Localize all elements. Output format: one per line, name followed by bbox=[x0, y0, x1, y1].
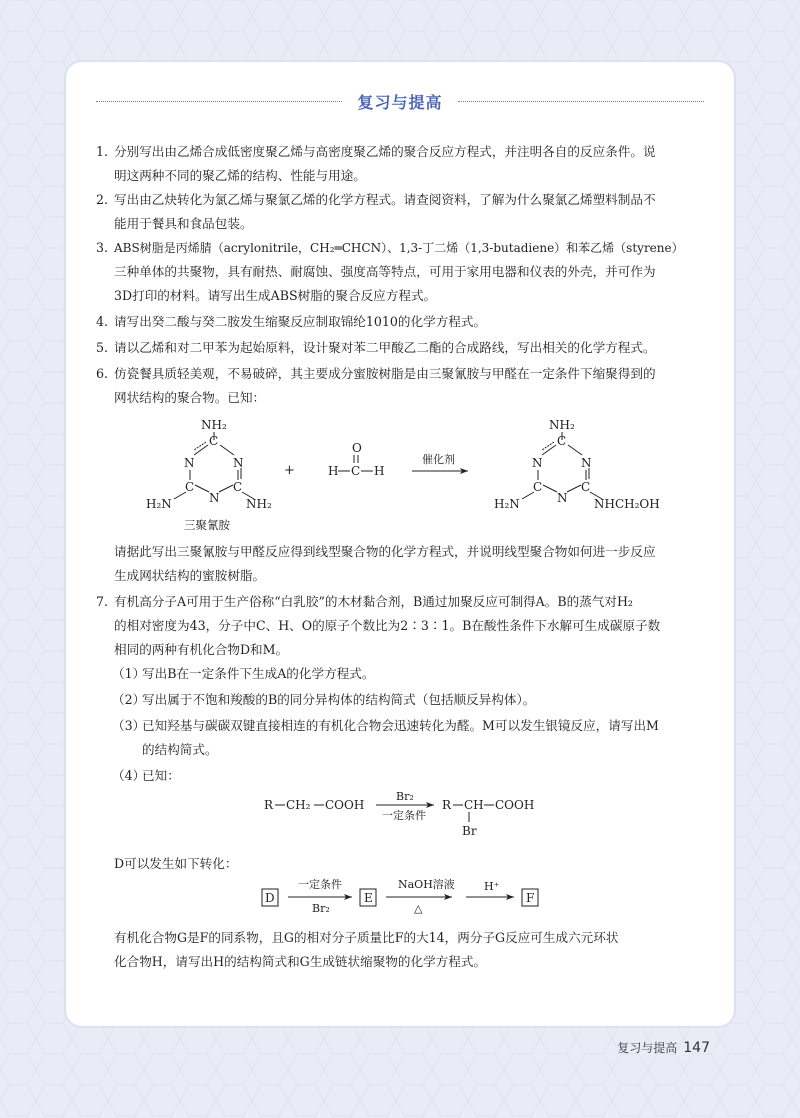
page-number: 147 bbox=[683, 1040, 710, 1056]
methine-group: CH bbox=[464, 798, 484, 812]
carboxyl-group: COOH bbox=[495, 798, 535, 812]
catalyst-label: 催化剂 bbox=[422, 453, 455, 466]
amine-group-top: NH₂ bbox=[201, 418, 227, 432]
ring-carbon: C bbox=[185, 480, 195, 494]
question-text: 能用于餐具和食品包装。 bbox=[114, 216, 253, 231]
ring-carbon: C bbox=[557, 434, 567, 448]
ring-nitrogen: N bbox=[532, 456, 543, 470]
question-text: 分别写出由乙烯合成低密度聚乙烯与高密度聚乙烯的聚合反应方程式，并注明各自的反应条件。说 bbox=[114, 144, 656, 159]
amine-group-top: NH₂ bbox=[549, 418, 575, 432]
compound-f: F bbox=[526, 891, 535, 905]
question-number: 3. bbox=[96, 240, 109, 255]
ring-carbon: C bbox=[233, 480, 243, 494]
bromination-scheme bbox=[96, 788, 708, 842]
question-text: 化合物H，请写出H的结构简式和G生成链状缩聚物的化学方程式。 bbox=[114, 954, 487, 969]
formaldehyde-h: H bbox=[328, 464, 339, 478]
r-group: R bbox=[264, 798, 274, 812]
methylene-group: CH₂ bbox=[286, 798, 311, 812]
carboxyl-group: COOH bbox=[325, 798, 365, 812]
reagent-label: NaOH溶液 bbox=[398, 878, 455, 891]
question-text: 有机高分子A可用于生产俗称“白乳胶”的木材黏合剂，B通过加聚反应可制得A。B的蒸气对H₂ bbox=[114, 594, 633, 609]
question-text: 请以乙烯和对二甲苯为起始原料，设计聚对苯二甲酸乙二酯的合成路线，写出相关的化学方程式。 bbox=[114, 340, 656, 355]
condition-label: 一定条件 bbox=[298, 878, 342, 891]
hydroxymethylamino-group: NHCH₂OH bbox=[594, 497, 660, 511]
question-text: 3D打印的材料。请写出生成ABS树脂的聚合反应方程式。 bbox=[114, 288, 437, 303]
melamine-reaction-scheme bbox=[96, 412, 708, 538]
sub-question-text: 已知羟基与碳碳双键直接相连的有机化合物会迅速转化为醛。M可以发生银镜反应，请写出M bbox=[142, 718, 659, 733]
amine-group-left: H₂N bbox=[494, 497, 520, 511]
question-text: ABS树脂是丙烯腈（acrylonitrile，CH₂═CHCN）、1,3-丁二烯（1,3-butadiene）和苯乙烯（styrene） bbox=[114, 241, 684, 255]
amine-group-left: H₂N bbox=[146, 497, 172, 511]
question-number: 1. bbox=[96, 144, 109, 159]
question-text: 写出由乙炔转化为氯乙烯与聚氯乙烯的化学方程式。请查阅资料，了解为什么聚氯乙烯塑料制品不 bbox=[114, 192, 656, 207]
condition-label: 一定条件 bbox=[382, 809, 426, 822]
question-text: 生成网状结构的蜜胺树脂。 bbox=[114, 568, 266, 583]
sub-question-number: （1） bbox=[112, 666, 146, 681]
sub-question-number: （4） bbox=[112, 768, 146, 783]
sub-question-text: 写出B在一定条件下生成A的化学方程式。 bbox=[142, 666, 375, 681]
page-footer bbox=[560, 1039, 710, 1056]
ring-carbon: C bbox=[581, 480, 591, 494]
question-text: 请写出癸二酸与癸二胺发生缩聚反应制取锦纶1010的化学方程式。 bbox=[114, 314, 487, 329]
formaldehyde-c: C bbox=[351, 464, 361, 478]
question-text: 有机化合物G是F的同系物，且G的相对分子质量比F的大14，两分子G反应可生成六元环状 bbox=[114, 930, 619, 945]
plus-sign: + bbox=[284, 463, 295, 478]
ring-nitrogen: N bbox=[557, 491, 568, 505]
question-text: 网状结构的聚合物。已知： bbox=[114, 390, 266, 405]
reagent-label: Br₂ bbox=[396, 790, 414, 803]
question-text: 的相对密度为43，分子中C、H、O的原子个数比为2∶3∶1。B在酸性条件下水解可生成碳原子数 bbox=[114, 618, 661, 633]
r-group: R bbox=[442, 798, 452, 812]
sub-question-text: 的结构简式。 bbox=[142, 742, 218, 757]
sub-question-text: 写出属于不饱和羧酸的B的同分异构体的结构简式（包括顺反异构体）。 bbox=[142, 692, 536, 707]
formaldehyde-h: H bbox=[374, 464, 385, 478]
conversion-intro bbox=[114, 852, 726, 876]
question-text: 仿瓷餐具质轻美观，不易破碎，其主要成分蜜胺树脂是由三聚氰胺与甲醛在一定条件下缩聚得到的 bbox=[114, 366, 656, 381]
formaldehyde-oxygen: O bbox=[352, 441, 362, 455]
section-title: 复习与提高 bbox=[357, 93, 443, 112]
ring-nitrogen: N bbox=[233, 456, 244, 470]
ring-nitrogen: N bbox=[184, 456, 195, 470]
question-text: 请据此写出三聚氰胺与甲醛反应得到线型聚合物的化学方程式，并说明线型聚合物如何进一步反应 bbox=[114, 544, 656, 559]
question-text: 三种单体的共聚物，具有耐热、耐腐蚀、强度高等特点，可用于家用电器和仪表的外壳，并可作为 bbox=[114, 264, 656, 279]
ring-nitrogen: N bbox=[581, 456, 592, 470]
compound-d: D bbox=[265, 891, 275, 905]
reagent-label: Br₂ bbox=[312, 902, 330, 915]
ring-carbon: C bbox=[209, 434, 219, 448]
question-number: 5. bbox=[96, 340, 109, 355]
question-number: 2. bbox=[96, 192, 109, 207]
question-text: 相同的两种有机化合物D和M。 bbox=[114, 642, 289, 657]
header-rule-right bbox=[458, 101, 704, 102]
section-header bbox=[96, 88, 704, 116]
question-7-final-line-2 bbox=[114, 950, 726, 974]
question-number: 4. bbox=[96, 314, 109, 329]
ring-carbon: C bbox=[533, 480, 543, 494]
bromine-substituent: Br bbox=[462, 824, 477, 838]
amine-group-right: NH₂ bbox=[246, 497, 272, 511]
question-7-final-line-1 bbox=[114, 926, 726, 950]
footer-section-name: 复习与提高 bbox=[617, 1041, 678, 1055]
conversion-intro-text: D可以发生如下转化： bbox=[114, 856, 238, 871]
sub-question-number: （3） bbox=[112, 718, 146, 733]
ring-nitrogen: N bbox=[209, 491, 220, 505]
acid-label: H⁺ bbox=[484, 880, 500, 893]
question-number: 7. bbox=[96, 594, 109, 609]
heat-symbol: △ bbox=[414, 902, 423, 915]
sub-question-number: （2） bbox=[112, 692, 146, 707]
melamine-label: 三聚氰胺 bbox=[184, 518, 230, 532]
question-number: 6. bbox=[96, 366, 109, 381]
compound-e: E bbox=[364, 891, 373, 905]
question-text: 明这两种不同的聚乙烯的结构、性能与用途。 bbox=[114, 168, 366, 183]
sub-question-text: 已知： bbox=[142, 768, 180, 783]
conversion-scheme bbox=[96, 878, 708, 924]
